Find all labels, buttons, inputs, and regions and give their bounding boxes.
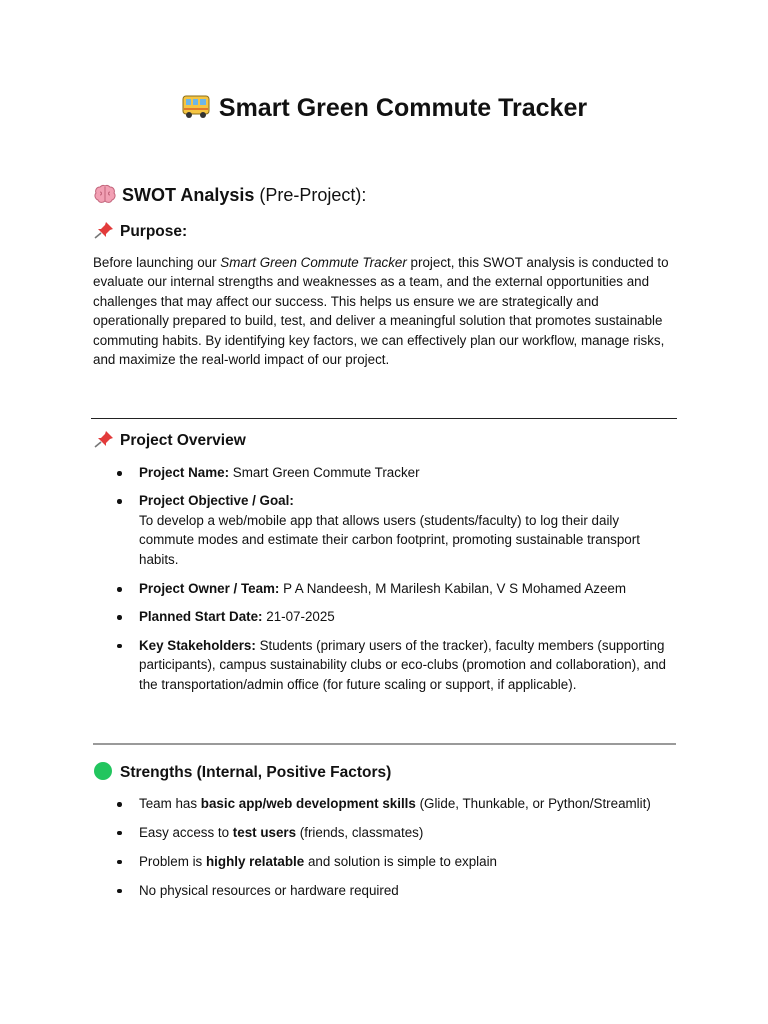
item-text: Team has (139, 796, 201, 811)
green-circle-icon (94, 762, 112, 780)
item-bold: highly relatable (205, 853, 305, 869)
item-label: Project Name: (139, 465, 230, 480)
purpose-text-start: Before launching our (93, 255, 221, 270)
purpose-paragraph (93, 253, 677, 369)
title-text: Smart Green Commute Tracker (218, 94, 588, 122)
list-item (115, 881, 677, 900)
item-text: P A Nandeesh, M Marilesh Kabilan, V S Mohamed Azeem (279, 581, 627, 597)
purpose-heading-text: Purpose: (120, 223, 188, 240)
list-item (115, 636, 677, 694)
item-text: 21-07-2025 (262, 609, 335, 625)
swot-heading (94, 183, 366, 210)
pushpin-icon (94, 430, 114, 455)
strengths-heading (94, 762, 391, 784)
purpose-text-end: project, this SWOT analysis is conducted to evaluate our internal strengths and weaknesses as a team, and the external opportunities and challenges that may affect our success. This helps us ensure we are strategically and operationally prepared to build, test, and deliver a meaningful solution that promotes sustainable commuting habits. By identifying key factors, we can effectively plan our workflow, manage risks, and maximize the real-world impact of our project. (93, 255, 669, 368)
item-text: No physical resources or hardware required (139, 882, 399, 898)
list-item (115, 579, 677, 598)
purpose-heading (94, 221, 187, 246)
overview-heading-text: Project Overview (120, 432, 246, 449)
overview-list (115, 463, 677, 703)
strengths-heading-text: Strengths (Internal, Positive Factors) (120, 764, 392, 781)
list-item (115, 794, 677, 813)
item-bold: test users (232, 824, 297, 840)
list-item (115, 491, 677, 569)
item-text: (Glide, Thunkable, or Python/Streamlit) (415, 796, 651, 811)
bus-icon (181, 94, 211, 128)
pushpin-icon (94, 221, 114, 246)
item-label: Project Owner / Team: (139, 581, 280, 597)
brain-icon (94, 184, 116, 210)
swot-heading-suffix: (Pre-Project): (254, 185, 367, 205)
item-label: Planned Start Date: (139, 609, 263, 625)
page-title (0, 92, 768, 128)
list-item (115, 852, 677, 871)
item-text: Easy access to (139, 824, 233, 840)
item-label: Key Stakeholders: (139, 637, 256, 653)
divider-solid (91, 418, 677, 419)
list-item (115, 463, 677, 482)
overview-heading (94, 430, 246, 455)
purpose-text-italic: Smart Green Commute Tracker (220, 255, 407, 270)
list-item (115, 607, 677, 626)
item-text: Smart Green Commute Tracker (229, 465, 420, 480)
item-text: and solution is simple to explain (304, 853, 498, 869)
strengths-list (115, 794, 677, 910)
item-text: Students (primary users of the tracker), faculty members (supporting participants), campus sustainability clubs or eco-clubs (promotion and collaboration), and the transportation/admin office (for future scaling or support, if applicable). (139, 637, 666, 692)
item-bold: basic app/web development skills (200, 796, 416, 811)
item-text: (friends, classmates) (296, 824, 424, 840)
item-label: Project Objective / Goal: (139, 493, 294, 509)
swot-heading-bold: SWOT Analysis (122, 185, 255, 205)
item-text: Problem is (139, 853, 206, 869)
list-item (115, 823, 677, 842)
item-text: To develop a web/mobile app that allows users (students/faculty) to log their daily commute modes and estimate their carbon footprint, promoting sustainable transport habits. (139, 512, 640, 567)
divider-gray (93, 743, 676, 745)
